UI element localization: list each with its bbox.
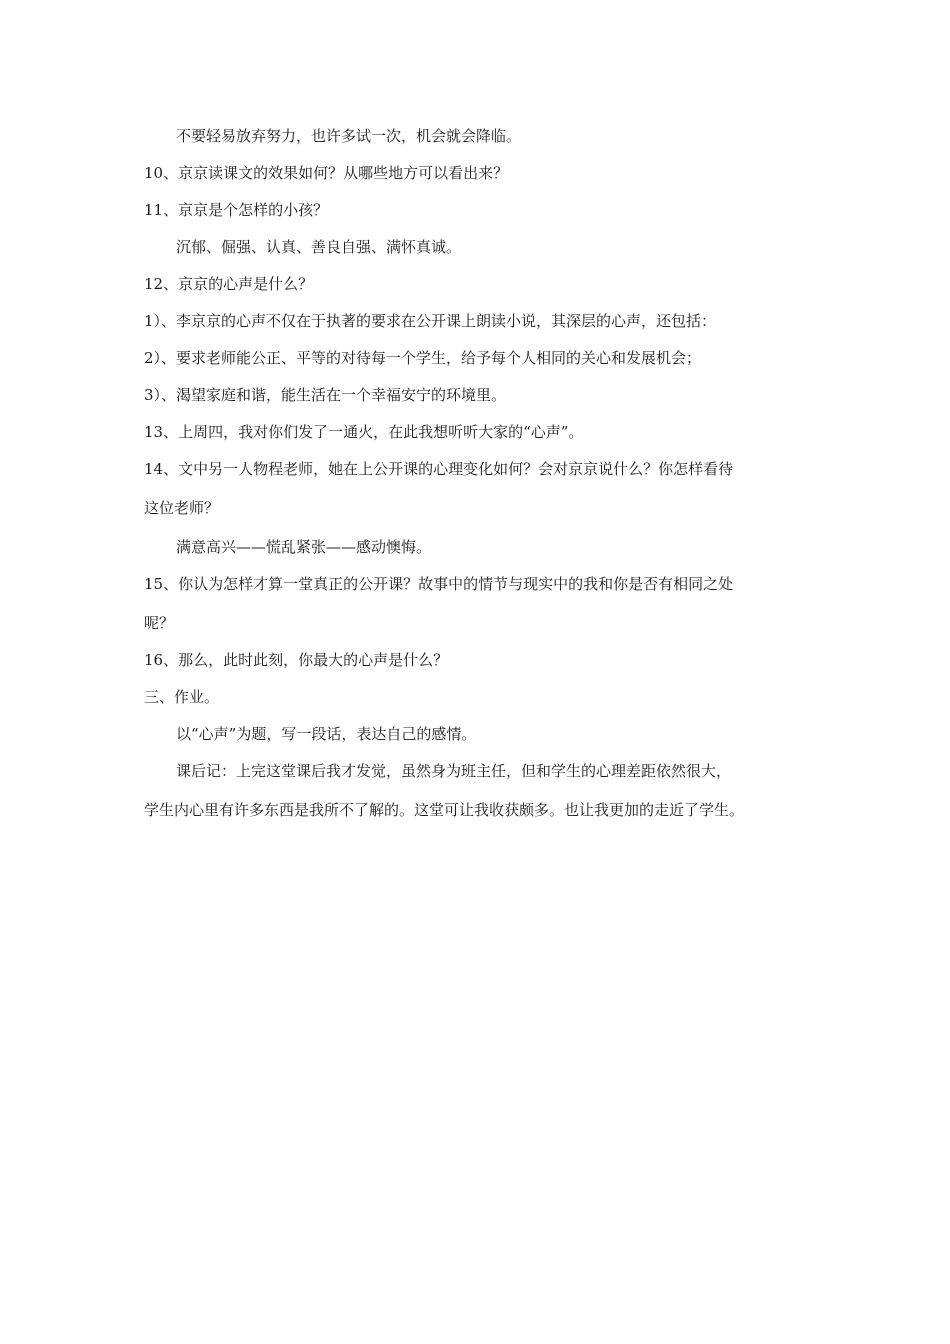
answer-12-point-2: 2）、要求老师能公正、平等的对待每一个学生，给予每个人相同的关心和发展机会； — [144, 349, 702, 367]
answer-14: 满意高兴——慌乱紧张——感动懊悔。 — [176, 538, 432, 556]
question-12: 12、京京的心声是什么？ — [144, 275, 314, 293]
answer-11: 沉郁、倔强、认真、善良自强、满怀真诚。 — [176, 238, 462, 256]
text-line-encouragement: 不要轻易放弃努力，也许多试一次，机会就会降临。 — [176, 127, 522, 145]
question-10: 10、京京读课文的效果如何？从哪些地方可以看出来？ — [144, 164, 509, 182]
question-13: 13、上周四，我对你们发了一通火，在此我想听听大家的“心声”。 — [144, 423, 584, 441]
section-heading-homework: 三、作业。 — [144, 688, 220, 706]
postscript-line-1: 课后记：上完这堂课后我才发觉，虽然身为班主任，但和学生的心理差距依然很大， — [176, 762, 732, 780]
question-15-line-1: 15、你认为怎样才算一堂真正的公开课？故事中的情节与现实中的我和你是否有相同之处 — [144, 575, 734, 593]
postscript-line-2: 学生内心里有许多东西是我所不了解的。这堂可让我收获颇多。也让我更加的走近了学生。 — [144, 801, 745, 819]
question-11: 11、京京是个怎样的小孩？ — [144, 201, 329, 219]
question-16: 16、那么，此时此刻，你最大的心声是什么？ — [144, 651, 449, 669]
homework-instruction: 以“心声”为题，写一段话，表达自己的感情。 — [176, 725, 477, 743]
question-14-line-1: 14、文中另一人物程老师，她在上公开课的心理变化如何？会对京京说什么？你怎样看待 — [144, 460, 734, 478]
question-14-line-2: 这位老师？ — [144, 499, 220, 517]
answer-12-point-1: 1）、李京京的心声不仅在于执著的要求在公开课上朗读小说，其深层的心声，还包括： — [144, 312, 717, 330]
answer-12-point-3: 3）、渴望家庭和谐，能生活在一个幸福安宁的环境里。 — [144, 386, 507, 404]
question-15-line-2: 呢？ — [144, 614, 175, 632]
